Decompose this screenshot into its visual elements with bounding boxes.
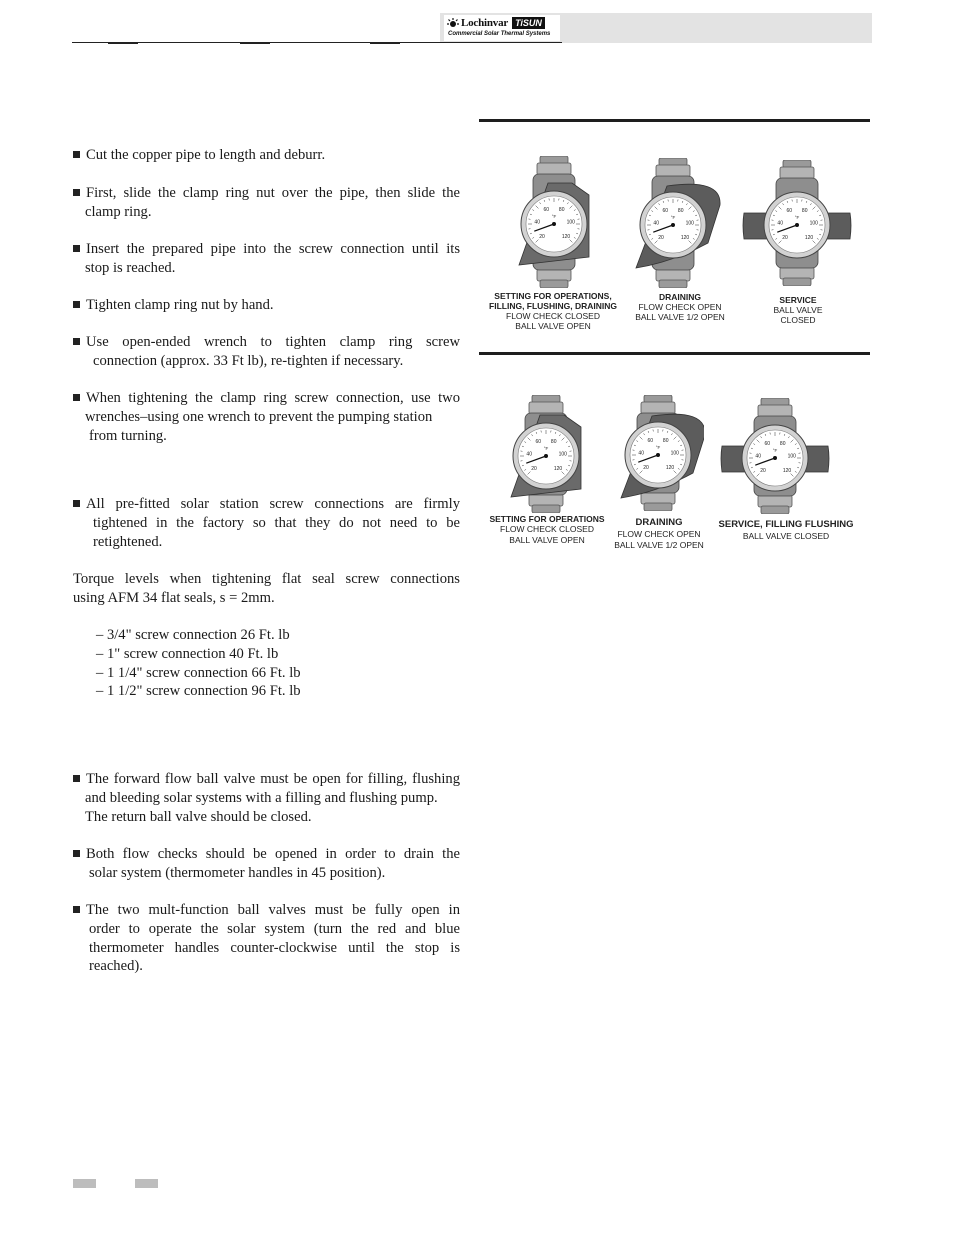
nut-bottom — [780, 267, 814, 279]
gauge-tick-label: 100 — [566, 219, 575, 226]
figure-bottom-rule — [479, 352, 870, 355]
valve-operations-illustration — [514, 156, 594, 288]
gauge-pivot — [656, 453, 660, 457]
gauge-pivot — [552, 222, 556, 226]
gauge-unit-label: °F — [543, 446, 549, 451]
brand-name: Lochinvar — [461, 17, 509, 29]
nut-top — [641, 402, 675, 414]
pipe-fitting-bottom — [783, 278, 811, 286]
bullet-insert-pipe: Insert the prepared pipe into the screw connection until its stop is reached. — [73, 240, 460, 278]
gauge-tick-label: 40 — [526, 451, 532, 458]
caption-operations: SETTING FOR OPERATIONS, FILLING, FLUSHING, DRAINING FLOW CHECK CLOSED BALL VALVE OPEN — [489, 291, 617, 331]
gauge-tick-label: 40 — [534, 219, 540, 226]
caption-draining: DRAINING FLOW CHECK OPEN BALL VALVE 1/2 OPEN — [635, 292, 725, 322]
brand-logo — [444, 15, 560, 41]
bullet-square-icon — [73, 338, 80, 345]
gauge-tick-label: 20 — [760, 468, 766, 475]
nut-top — [529, 402, 563, 414]
bullet-square-icon — [73, 245, 80, 252]
sun-icon — [447, 18, 459, 29]
gauge-pivot — [544, 454, 548, 458]
valve-draining-illustration — [612, 395, 704, 511]
gauge-tick-label: 120 — [680, 235, 690, 242]
bullet-square-icon — [73, 775, 80, 782]
gauge-tick-label: 40 — [777, 220, 783, 227]
list-item: – 3/4" screw connection 26 Ft. lb — [96, 627, 290, 643]
nut-top — [758, 405, 792, 417]
bullet-tighten-hand: Tighten clamp ring nut by hand. — [73, 296, 460, 315]
gauge-tick-label: 20 — [643, 465, 649, 472]
gauge-tick-label: 120 — [561, 234, 571, 241]
nut-bottom — [537, 269, 571, 281]
gauge-tick-label: 80 — [558, 206, 565, 213]
gauge-tick-label: 120 — [553, 466, 563, 473]
pipe-fitting-bottom — [659, 280, 687, 288]
gauge-tick-label: 80 — [677, 207, 684, 214]
gauge-tick-label: 60 — [647, 437, 654, 444]
gauge-tick-label: 60 — [786, 207, 793, 214]
bullet-square-icon — [73, 850, 80, 857]
bullet-square-icon — [73, 301, 80, 308]
bullet-two-wrenches: When tightening the clamp ring screw connection, use two wrenches–using one wrench to prevent the pumping station from turning. — [73, 389, 460, 445]
gauge-tick-label: 120 — [804, 235, 814, 242]
figure-top-rule — [479, 119, 870, 122]
gauge-tick-label: 80 — [779, 440, 786, 447]
bullet-square-icon — [73, 394, 80, 401]
gauge-tick-label: 100 — [670, 450, 679, 457]
footer-mark — [73, 1179, 96, 1188]
header-rule-accent — [370, 42, 400, 44]
gauge-pivot — [773, 456, 777, 460]
gauge-tick-label: 120 — [782, 468, 792, 475]
gauge-tick-label: 100 — [558, 451, 567, 458]
bullet-flow-checks: Both flow checks should be opened in order to drain the solar system (thermometer handles in 45 position). — [73, 845, 460, 883]
gauge-tick-label: 40 — [638, 450, 644, 457]
brand-badge: TiSUN — [512, 17, 545, 29]
nut-top — [537, 163, 571, 175]
header-rule — [72, 42, 562, 43]
bullet-slide-clamp: First, slide the clamp ring nut over the pipe, then slide the clamp ring. — [73, 184, 460, 222]
gauge-tick-label: 40 — [755, 453, 761, 460]
gauge-unit-label: °F — [794, 215, 800, 220]
pipe-fitting-bottom — [761, 506, 789, 514]
header-rule-accent — [240, 42, 270, 44]
nut-bottom — [758, 495, 792, 507]
list-item: – 1 1/4" screw connection 66 Ft. lb — [96, 664, 301, 681]
caption-draining: DRAINING FLOW CHECK OPEN BALL VALVE 1/2 OPEN — [614, 517, 704, 550]
bullet-prefitted: All pre-fitted solar station screw connections are firmly tightened in the factory so that they do not need to be retightened. — [73, 495, 460, 551]
pipe-fitting-bottom — [532, 505, 560, 513]
gauge-tick-label: 100 — [787, 453, 796, 460]
gauge-pivot — [795, 223, 799, 227]
valve-operations-illustration — [506, 395, 586, 513]
torque-list — [96, 626, 301, 701]
gauge-tick-label: 80 — [662, 437, 669, 444]
gauge-tick-label: 80 — [801, 207, 808, 214]
torque-paragraph: Torque levels when tightening flat seal screw connections using AFM 34 flat seals, s = 2mm. — [73, 571, 460, 606]
gauge-tick-label: 100 — [685, 220, 694, 227]
gauge-tick-label: 120 — [665, 465, 675, 472]
list-item: – 1" screw connection 40 Ft. lb — [96, 645, 279, 662]
caption-service: SERVICE, FILLING FLUSHING BALL VALVE CLOSED — [718, 519, 854, 541]
bullet-square-icon — [73, 189, 80, 196]
footer-mark — [135, 1179, 158, 1188]
gauge-tick-label: 100 — [809, 220, 818, 227]
bullet-forward-flow: The forward flow ball valve must be open for filling, flushing and bleeding solar systems with a filling and flushing pump. The return ball valve should be closed. — [73, 770, 460, 826]
gauge-tick-label: 20 — [531, 466, 537, 473]
bullet-ball-valves: The two mult-function ball valves must be fully open in order to operate the solar system (turn the red and blue thermometer handles counter-clockwise until the stop is reached). — [73, 901, 460, 976]
gauge-tick-label: 20 — [658, 235, 664, 242]
header-rule-accent — [108, 42, 138, 44]
gauge-tick-label: 60 — [535, 438, 542, 445]
gauge-tick-label: 60 — [543, 206, 550, 213]
bullet-square-icon — [73, 906, 80, 913]
gauge-unit-label: °F — [670, 215, 676, 220]
bullet-open-wrench: Use open-ended wrench to tighten clamp ring screw connection (approx. 33 Ft lb), re-tighten if necessary. — [73, 333, 460, 371]
nut-top — [780, 167, 814, 179]
gauge-tick-label: 40 — [653, 220, 659, 227]
bullet-cut-pipe: Cut the copper pipe to length and deburr. — [73, 146, 460, 165]
pipe-fitting-bottom — [540, 280, 568, 288]
nut-top — [656, 165, 690, 177]
gauge-pivot — [671, 223, 675, 227]
brand-tagline: Commercial Solar Thermal Systems — [448, 31, 551, 37]
bullet-square-icon — [73, 500, 80, 507]
valve-service-illustration — [720, 398, 830, 514]
valve-draining-illustration — [624, 158, 722, 288]
nut-bottom — [641, 492, 675, 504]
gauge-tick-label: 60 — [662, 207, 669, 214]
gauge-unit-label: °F — [772, 448, 778, 453]
gauge-tick-label: 60 — [764, 440, 771, 447]
gauge-tick-label: 20 — [539, 234, 545, 241]
nut-bottom — [529, 494, 563, 506]
list-item: – 1 1/2" screw connection 96 Ft. lb — [96, 683, 301, 700]
bullet-square-icon — [73, 151, 80, 158]
gauge-unit-label: °F — [655, 445, 661, 450]
gauge-tick-label: 20 — [782, 235, 788, 242]
gauge-unit-label: °F — [551, 214, 557, 219]
caption-service: SERVICE BALL VALVE CLOSED — [773, 295, 823, 325]
valve-service-illustration — [742, 160, 852, 286]
nut-bottom — [656, 269, 690, 281]
gauge-tick-label: 80 — [550, 438, 557, 445]
caption-operations: SETTING FOR OPERATIONS FLOW CHECK CLOSED BALL VALVE OPEN — [489, 514, 605, 545]
pipe-fitting-bottom — [644, 503, 672, 511]
